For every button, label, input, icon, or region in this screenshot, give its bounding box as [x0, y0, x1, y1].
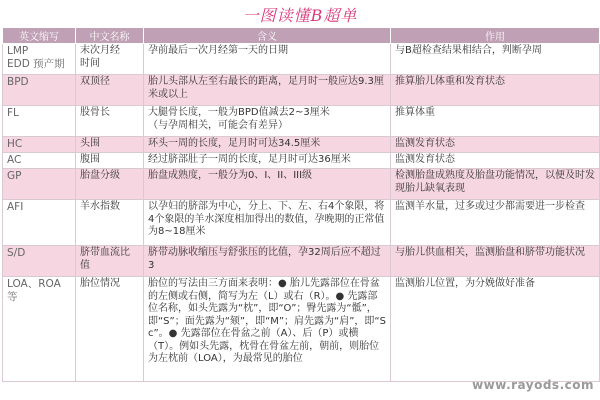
header-abbr: 英文缩写 [3, 28, 76, 44]
header-meaning: 含义 [144, 28, 391, 44]
cell-abbr: GP [3, 169, 76, 200]
cell-abbr: HC [3, 137, 76, 153]
cell-abbr: BPD [3, 75, 76, 106]
table-row [3, 137, 600, 153]
cell-use: 检测胎盘成熟度及胎盘功能情况，以便及时发现胎儿缺氧表现 [391, 169, 600, 200]
cell-abbr: AFI [3, 200, 76, 246]
cell-name: 头围 [76, 137, 144, 153]
cell-meaning: 胎位的写法由三方面来表明：● 胎儿先露部位在骨盆的左侧或右侧，简写为左（L）或右（R）。● 先露部位名称，如头先露为“枕”，即“O”；臀先露为“骶”，即“S”；面先露为“颏”，即“M”；肩先露为“肩”，即“Sc”。● 先露部位在骨盆之前（A）、后（P）或横（T）。例如头先露，枕骨在骨盆左前，朝前，则胎位为左枕前（LOA），为最常见的胎位 [144, 277, 391, 382]
table-row [3, 246, 600, 277]
cell-abbr: S/D [3, 246, 76, 277]
table-row [3, 44, 600, 75]
cell-abbr: AC [3, 153, 76, 169]
table-row [3, 75, 600, 106]
cell-meaning: 环头一周的长度，足月时可达34.5厘米 [144, 137, 391, 153]
header-use: 作用 [391, 28, 600, 44]
cell-meaning: 脐带动脉收缩压与舒张压的比值，孕32周后应不超过3 [144, 246, 391, 277]
cell-use: 推算胎儿体重和发育状态 [391, 75, 600, 106]
cell-abbr: LMP EDD 预产期 [3, 44, 76, 75]
cell-name: 羊水指数 [76, 200, 144, 246]
table-row [3, 169, 600, 200]
cell-abbr: FL [3, 106, 76, 137]
cell-name: 脐带血流比值 [76, 246, 144, 277]
cell-name: 胎盘分级 [76, 169, 144, 200]
cell-name: 末次月经 时间 [76, 44, 144, 75]
bultrasound-table [2, 27, 600, 382]
cell-meaning: 以孕妇的脐部为中心，分上、下、左、右4个象限，将4个象限的羊水深度相加得出的数值，孕晚期的正常值为8~18厘米 [144, 200, 391, 246]
cell-use: 监测羊水量，过多或过少都需要进一步检查 [391, 200, 600, 246]
cell-name: 腹围 [76, 153, 144, 169]
table-row [3, 106, 600, 137]
table-row [3, 200, 600, 246]
cell-use: 与胎儿供血相关，监测胎盘和脐带功能状况 [391, 246, 600, 277]
table-header-row [3, 28, 600, 44]
watermark: www.rayods.com [472, 378, 594, 392]
cell-meaning: 孕前最后一次月经第一天的日期 [144, 44, 391, 75]
cell-use: 监测胎儿位置，为分娩做好准备 [391, 277, 600, 382]
cell-meaning: 胎儿头部从左至右最长的距离，足月时一般应达9.3厘米或以上 [144, 75, 391, 106]
cell-meaning: 大腿骨长度，一般为BPD值减去2~3厘米 （与孕周相关，可能会有差异） [144, 106, 391, 137]
cell-abbr: LOA、ROA等 [3, 277, 76, 382]
cell-name: 双顶径 [76, 75, 144, 106]
cell-use: 监测发育状态 [391, 137, 600, 153]
page-title-bar [0, 0, 600, 26]
table-row [3, 153, 600, 169]
cell-name: 股骨长 [76, 106, 144, 137]
cell-use: 与B超检查结果相结合，判断孕周 [391, 44, 600, 75]
header-name: 中文名称 [76, 28, 144, 44]
cell-meaning: 经过脐部肚子一周的长度，足月时可达36厘米 [144, 153, 391, 169]
cell-meaning: 胎盘成熟度，一般分为0、I、II、III级 [144, 169, 391, 200]
page-title: 一图读懂B超单 [242, 6, 358, 25]
cell-use: 监测发育状态 [391, 153, 600, 169]
cell-use: 推算体重 [391, 106, 600, 137]
table-row [3, 277, 600, 382]
cell-name: 胎位情况 [76, 277, 144, 382]
